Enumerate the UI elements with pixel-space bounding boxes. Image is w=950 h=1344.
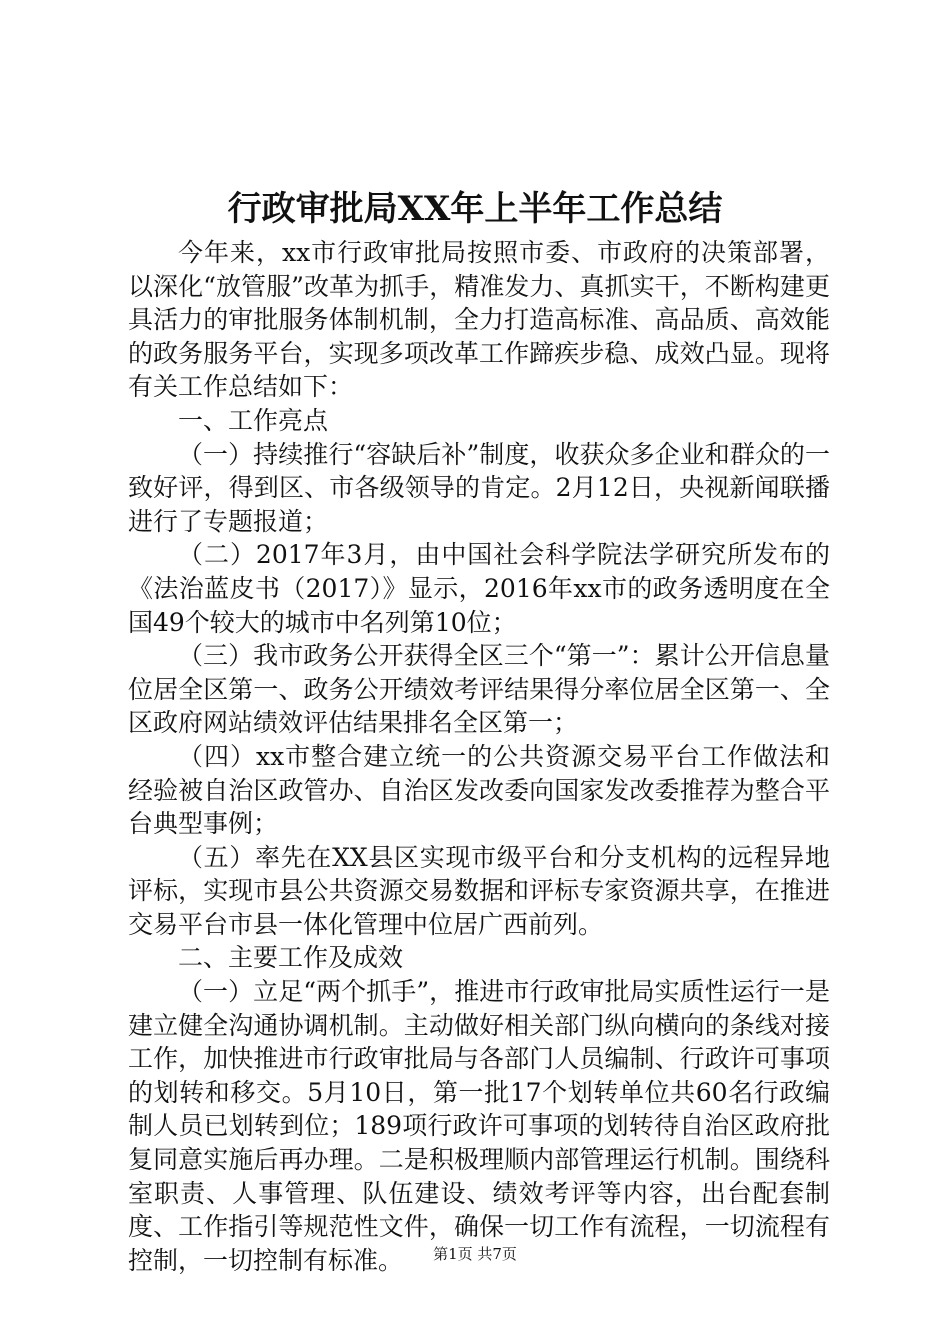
- document-body: [128, 236, 830, 1277]
- main-work-item-1: （一）立足“两个抓手”，推进市行政审批局实质性运行一是建立健全沟通协调机制。主动做好相关部门纵向横向的条线对接工作，加快推进市行政审批局与各部门人员编制、行政许可事项的划转和移交。5月10日，第一批17个划转单位共60名行政编制人员已划转到位；189项行政许可事项的划转待自治区政府批复同意实施后再办理。二是积极理顺内部管理运行机制。围绕科室职责、人事管理、队伍建设、绩效考评等内容，出台配套制度、工作指引等规范性文件，确保一切工作有流程，一切流程有控制，一切控制有标准。: [128, 977, 830, 1275]
- page-footer: 第1页 共7页: [433, 1245, 517, 1263]
- highlight-item-5: （五）率先在XX县区实现市级平台和分支机构的远程异地评标，实现市县公共资源交易数据和评标专家资源共享，在推进交易平台市县一体化管理中位居广西前列。: [128, 842, 830, 939]
- highlight-item-2: （二）2017年3月，由中国社会科学院法学研究所发布的《法治蓝皮书（2017）》显示，2016年xx市的政务透明度在全国49个较大的城市中名列第10位；: [128, 540, 830, 637]
- document-title: 行政审批局XX年上半年工作总结: [227, 189, 723, 229]
- highlight-item-3: （三）我市政务公开获得全区三个“第一”：累计公开信息量位居全区第一、政务公开绩效考评结果得分率位居全区第一、全区政府网站绩效评估结果排名全区第一；: [128, 641, 830, 738]
- highlight-item-4: （四）xx市整合建立统一的公共资源交易平台工作做法和经验被自治区政管办、自治区发改委向国家发改委推荐为整合平台典型事例；: [128, 741, 830, 839]
- section-heading-highlights: 一、工作亮点: [178, 405, 329, 435]
- section-heading-main-work: 二、主要工作及成效: [178, 943, 404, 973]
- intro-paragraph: 今年来，xx市行政审批局按照市委、市政府的决策部署，以深化“放管服”改革为抓手，精准发力、真抓实干，不断构建更具活力的审批服务体制机制，全力打造高标准、高品质、高效能的政务服务平台，实现多项改革工作蹄疾步稳、成效凸显。现将有关工作总结如下：: [128, 238, 830, 402]
- highlight-item-1: （一）持续推行“容缺后补”制度，收获众多企业和群众的一致好评，得到区、市各级领导的肯定。2月12日，央视新闻联播进行了专题报道；: [128, 439, 830, 536]
